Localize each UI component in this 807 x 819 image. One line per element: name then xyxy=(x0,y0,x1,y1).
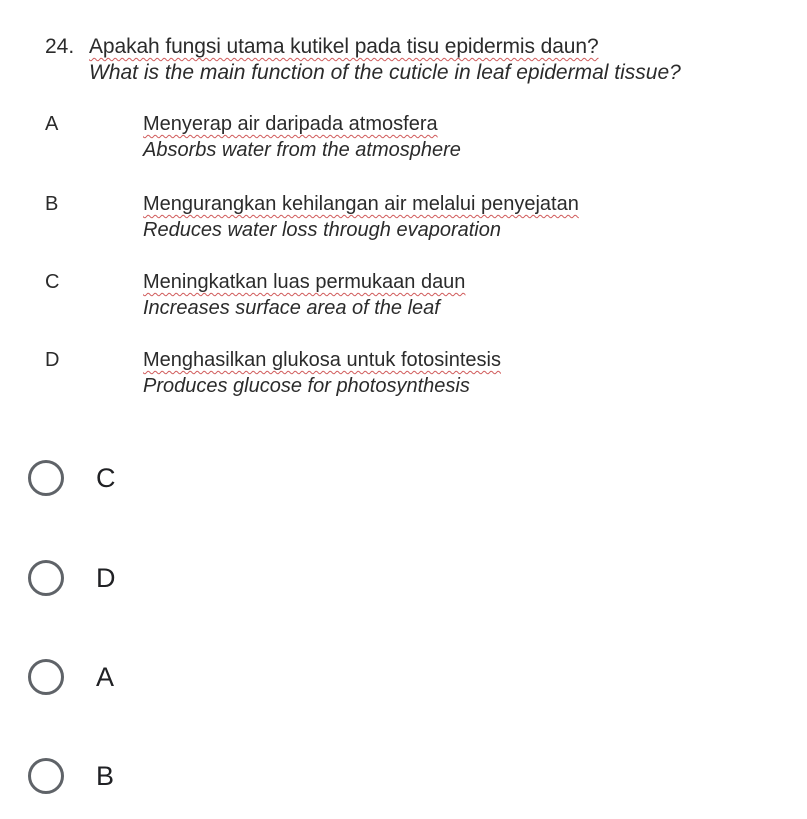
option-text-ms: Menghasilkan glukosa untuk fotosintesis xyxy=(143,349,501,371)
option-a xyxy=(45,111,785,163)
question-text-ms: Apakah fungsi utama kutikel pada tisu epidermis daun? xyxy=(89,35,599,58)
option-text-en: Reduces water loss through evaporation xyxy=(143,219,501,241)
option-c xyxy=(45,269,785,321)
answer-choice-b[interactable] xyxy=(28,758,114,794)
question-text-en: What is the main function of the cuticle in leaf epidermal tissue? xyxy=(89,61,681,84)
option-text xyxy=(143,347,501,399)
option-letter: D xyxy=(45,349,60,371)
question-number: 24. xyxy=(45,35,75,58)
option-text-ms: Menyerap air daripada atmosfera xyxy=(143,113,438,135)
option-letter: C xyxy=(45,271,60,293)
radio-button-icon[interactable] xyxy=(28,460,64,496)
option-text-en: Produces glucose for photosynthesis xyxy=(143,375,470,397)
option-text xyxy=(143,191,579,243)
option-text-ms: Meningkatkan luas permukaan daun xyxy=(143,271,466,293)
answer-choice-label: B xyxy=(96,760,115,791)
answer-choice-label: C xyxy=(96,462,116,493)
answer-choice-a[interactable] xyxy=(28,659,114,695)
question-line-ms xyxy=(45,34,800,60)
option-text-en: Absorbs water from the atmosphere xyxy=(143,139,461,161)
answer-choice-label: D xyxy=(96,562,116,593)
answer-choice-label: A xyxy=(96,661,115,692)
option-d xyxy=(45,347,785,399)
option-letter: B xyxy=(45,193,59,215)
radio-button-icon[interactable] xyxy=(28,560,64,596)
option-text-ms: Mengurangkan kehilangan air melalui penyejatan xyxy=(143,193,579,215)
option-text xyxy=(143,111,461,163)
answer-choice-d[interactable] xyxy=(28,560,116,596)
radio-button-icon[interactable] xyxy=(28,758,64,794)
option-text xyxy=(143,269,465,321)
answer-choice-c[interactable] xyxy=(28,460,116,496)
option-text-en: Increases surface area of the leaf xyxy=(143,297,440,319)
question xyxy=(45,34,800,86)
option-b xyxy=(45,191,785,243)
option-letter: A xyxy=(45,113,59,135)
radio-button-icon[interactable] xyxy=(28,659,64,695)
